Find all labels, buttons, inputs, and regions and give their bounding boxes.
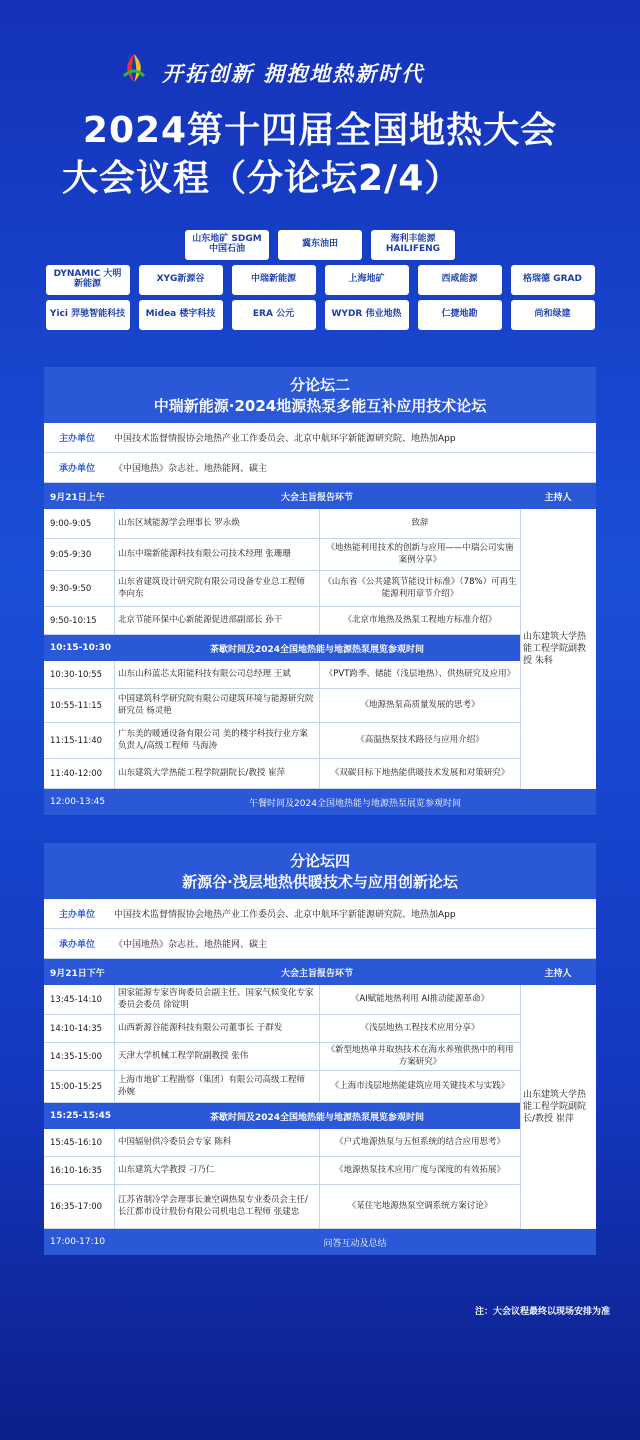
row-topic: 《某住宅地源热泵空调系统方案讨论》 bbox=[347, 1200, 493, 1211]
agenda-grid bbox=[44, 985, 596, 1229]
table-row bbox=[44, 539, 520, 571]
page-subtitle: 大会议程（分论坛2/4） bbox=[62, 158, 462, 199]
closing-time: 17:00-17:10 bbox=[50, 1237, 106, 1247]
moderator-header: 主持人 bbox=[544, 968, 572, 979]
forum-2-panel bbox=[44, 367, 596, 815]
row-time: 11:15-11:40 bbox=[50, 735, 103, 746]
table-row bbox=[44, 1071, 520, 1103]
co-organizer-row bbox=[44, 453, 596, 483]
sponsor-logo-row-2 bbox=[0, 265, 640, 295]
sponsor-logo: 格瑞德 GRAD bbox=[511, 265, 595, 295]
organizer-row bbox=[44, 423, 596, 453]
row-time: 14:10-14:35 bbox=[50, 1023, 103, 1034]
row-topic: 《AI赋能地热利用 AI推动能源革命》 bbox=[350, 993, 490, 1004]
break-row bbox=[44, 1103, 520, 1129]
row-time: 13:45-14:10 bbox=[50, 994, 103, 1005]
table-row bbox=[44, 607, 520, 635]
co-organizer-row bbox=[44, 929, 596, 959]
organizer-value: 中国技术监督情报协会地热产业工作委员会、北京中航环宇新能源研究院、地热加App bbox=[114, 910, 456, 920]
co-organizer-value: 《中国地热》杂志社、地热能网、碳主 bbox=[114, 940, 268, 950]
sponsor-logo: ERA 公元 bbox=[232, 300, 316, 330]
row-topic: 《北京市地热及热泵工程地方标准介绍》 bbox=[343, 614, 497, 625]
row-time: 16:10-16:35 bbox=[50, 1165, 103, 1176]
sponsor-logo: DYNAMIC 大明新能源 bbox=[46, 265, 130, 295]
header bbox=[0, 0, 640, 360]
sponsor-logo: 中瑞新能源 bbox=[232, 265, 316, 295]
table-row bbox=[44, 661, 520, 689]
forum-number: 分论坛二 bbox=[289, 376, 350, 394]
row-speaker: 天津大学机械工程学院副教授 张伟 bbox=[114, 1043, 320, 1070]
row-speaker: 山西新源谷能源科技有限公司董事长 于群发 bbox=[114, 1015, 320, 1042]
row-topic: 《户式地源热泵与五恒系统的结合应用思考》 bbox=[334, 1136, 505, 1147]
table-row bbox=[44, 1157, 520, 1185]
table-row bbox=[44, 1129, 520, 1157]
table-row bbox=[44, 759, 520, 789]
sponsor-logo: 尚和绿建 bbox=[511, 300, 595, 330]
sponsor-logo: 冀东油田 bbox=[278, 230, 362, 260]
row-topic: 《浅层地热工程技术应用分享》 bbox=[360, 1022, 480, 1033]
row-speaker: 山东省建筑设计研究院有限公司设备专业总工程师 李向东 bbox=[114, 571, 320, 606]
row-topic: 《新型地热单井取热技术在海水养殖供热中的利用方案研究》 bbox=[326, 1045, 514, 1067]
session-date: 9月21日下午 bbox=[50, 968, 105, 979]
lunch-time: 12:00-13:45 bbox=[50, 797, 106, 807]
sponsor-logo: 西咸能源 bbox=[418, 265, 502, 295]
row-topic: 《上海市浅层地热能建筑应用关键技术与实践》 bbox=[330, 1080, 510, 1091]
table-row bbox=[44, 723, 520, 759]
footnote: 注：大会议程最终以现场安排为准 bbox=[474, 1307, 610, 1317]
session-date: 9月21日上午 bbox=[50, 492, 105, 503]
moderator-cell: 山东建筑大学热能工程学院副教授 朱科 bbox=[520, 509, 596, 789]
sponsor-logo: 上海地矿 bbox=[325, 265, 409, 295]
forum-header bbox=[44, 843, 596, 899]
break-time: 15:25-15:45 bbox=[50, 1111, 112, 1121]
table-row bbox=[44, 1043, 520, 1071]
row-speaker: 国家能源专家咨询委员会副主任、国家气候变化专家委员会委员 徐锭明 bbox=[114, 985, 320, 1014]
forum-header bbox=[44, 367, 596, 423]
table-row bbox=[44, 689, 520, 723]
row-time: 16:35-17:00 bbox=[50, 1201, 103, 1212]
session-header-bar bbox=[44, 959, 596, 985]
session-title: 大会主旨报告环节 bbox=[280, 492, 353, 503]
sponsor-logo: 仁捷地勘 bbox=[418, 300, 502, 330]
row-speaker: 山东中瑞新能源科技有限公司技术经理 张珊珊 bbox=[114, 539, 320, 570]
lunch-row bbox=[44, 789, 596, 815]
row-speaker: 山东山科蓝芯太阳能科技有限公司总经理 王斌 bbox=[114, 661, 320, 688]
row-speaker: 北京节能环保中心新能源促进部副部长 孙干 bbox=[114, 607, 320, 634]
organizer-label: 主办单位 bbox=[58, 910, 95, 920]
row-time: 11:40-12:00 bbox=[50, 768, 103, 779]
lunch-title: 午餐时间及2024全国地热能与地源热泵展览参观时间 bbox=[249, 798, 461, 809]
row-speaker: 山东建筑大学热能工程学院副院长/教授 崔萍 bbox=[114, 759, 320, 788]
table-row bbox=[44, 571, 520, 607]
row-topic: 《地源热泵高质量发展的思考》 bbox=[360, 699, 480, 710]
row-time: 9:50-10:15 bbox=[50, 615, 97, 626]
closing-title: 问答互动及总结 bbox=[323, 1238, 387, 1249]
row-topic: 《双碳目标下地热能供暖技术发展和对策研究》 bbox=[330, 767, 510, 778]
table-row bbox=[44, 985, 520, 1015]
sponsor-logo: WYDR 伟业地热 bbox=[325, 300, 409, 330]
row-topic: 《PVT跨季、储能（浅层地热）、供热研究及应用》 bbox=[324, 668, 516, 679]
row-time: 15:45-16:10 bbox=[50, 1137, 103, 1148]
break-title: 茶歇时间及2024全国地热能与地源热泵展览参观时间 bbox=[209, 1112, 425, 1123]
co-organizer-label: 承办单位 bbox=[58, 940, 95, 950]
sponsor-logo: 山东地矿 SDGM 中国石油 bbox=[185, 230, 269, 260]
table-row bbox=[44, 1185, 520, 1229]
row-time: 9:00-9:05 bbox=[50, 518, 92, 529]
sponsor-logo: XYG新源谷 bbox=[139, 265, 223, 295]
co-organizer-label: 承办单位 bbox=[58, 464, 95, 474]
session-header-bar bbox=[44, 483, 596, 509]
sponsor-logo: Yici 羿驰智能科技 bbox=[46, 300, 130, 330]
row-topic: 《高温热泵技术路径与应用介绍》 bbox=[356, 734, 484, 745]
row-speaker: 广东美的暖通设备有限公司 美的楼宇科技行业方案负责人/高级工程师 马海涛 bbox=[114, 723, 320, 758]
row-speaker: 上海市地矿工程勘察（集团）有限公司高级工程师 孙婉 bbox=[114, 1071, 320, 1102]
forum-name: 中瑞新能源·2024地源热泵多能互补应用技术论坛 bbox=[153, 397, 487, 415]
break-time: 10:15-10:30 bbox=[50, 643, 112, 653]
row-topic: 《地源热泵技术应用广度与深度的有效拓展》 bbox=[334, 1164, 505, 1175]
moderator-header: 主持人 bbox=[544, 492, 572, 503]
organizer-row bbox=[44, 899, 596, 929]
row-time: 10:30-10:55 bbox=[50, 669, 103, 680]
conference-logo-icon bbox=[120, 52, 148, 84]
break-row bbox=[44, 635, 520, 661]
sponsor-logo-row-3 bbox=[0, 300, 640, 330]
slogan: 开拓创新 拥抱地热新时代 bbox=[162, 62, 425, 86]
row-speaker: 江苏省制冷学会理事长兼空调热泵专业委员会主任/长江都市设计股份有限公司机电总工程师 张建忠 bbox=[114, 1185, 320, 1228]
forum-4-panel bbox=[44, 843, 596, 1255]
co-organizer-value: 《中国地热》杂志社、地热能网、碳主 bbox=[114, 464, 268, 474]
table-row bbox=[44, 1015, 520, 1043]
row-time: 10:55-11:15 bbox=[50, 700, 103, 711]
closing-row bbox=[44, 1229, 596, 1255]
row-topic: 《山东省《公共建筑节能设计标准》（78%）可再生能源利用章节介绍》 bbox=[323, 577, 517, 599]
row-topic: 致辞 bbox=[411, 517, 429, 528]
row-speaker: 中国建筑科学研究院有限公司建筑环境与能源研究院研究员 杨灵艳 bbox=[114, 689, 320, 722]
sponsor-logo-row-1 bbox=[0, 230, 640, 260]
row-speaker: 山东区域能源学会理事长 罗永焕 bbox=[114, 509, 320, 538]
row-time: 9:30-9:50 bbox=[50, 583, 92, 594]
row-speaker: 中国辐射供冷委员会专家 陈科 bbox=[114, 1129, 320, 1156]
page-title: 2024第十四届全国地热大会 bbox=[82, 110, 558, 151]
session-title: 大会主旨报告环节 bbox=[280, 968, 353, 979]
row-time: 15:00-15:25 bbox=[50, 1081, 103, 1092]
row-time: 9:05-9:30 bbox=[50, 549, 92, 560]
organizer-value: 中国技术监督情报协会地热产业工作委员会、北京中航环宇新能源研究院、地热加App bbox=[114, 434, 456, 444]
forum-name: 新源谷·浅层地热供暖技术与应用创新论坛 bbox=[182, 873, 458, 891]
table-row bbox=[44, 509, 520, 539]
sponsor-logo: Midea 楼宇科技 bbox=[139, 300, 223, 330]
organizer-label: 主办单位 bbox=[58, 434, 95, 444]
row-topic: 《地热能利用技术的创新与应用——中瑞公司实施案例分享》 bbox=[326, 543, 514, 565]
moderator-cell: 山东建筑大学热能工程学院副院长/教授 崔萍 bbox=[520, 985, 596, 1229]
break-title: 茶歇时间及2024全国地热能与地源热泵展览参观时间 bbox=[209, 644, 425, 655]
sponsor-logo: 海利丰能源 HAILIFENG bbox=[371, 230, 455, 260]
forum-number: 分论坛四 bbox=[289, 852, 350, 870]
row-speaker: 山东建筑大学教授 刁乃仁 bbox=[114, 1157, 320, 1184]
row-time: 14:35-15:00 bbox=[50, 1051, 103, 1062]
agenda-grid bbox=[44, 509, 596, 789]
